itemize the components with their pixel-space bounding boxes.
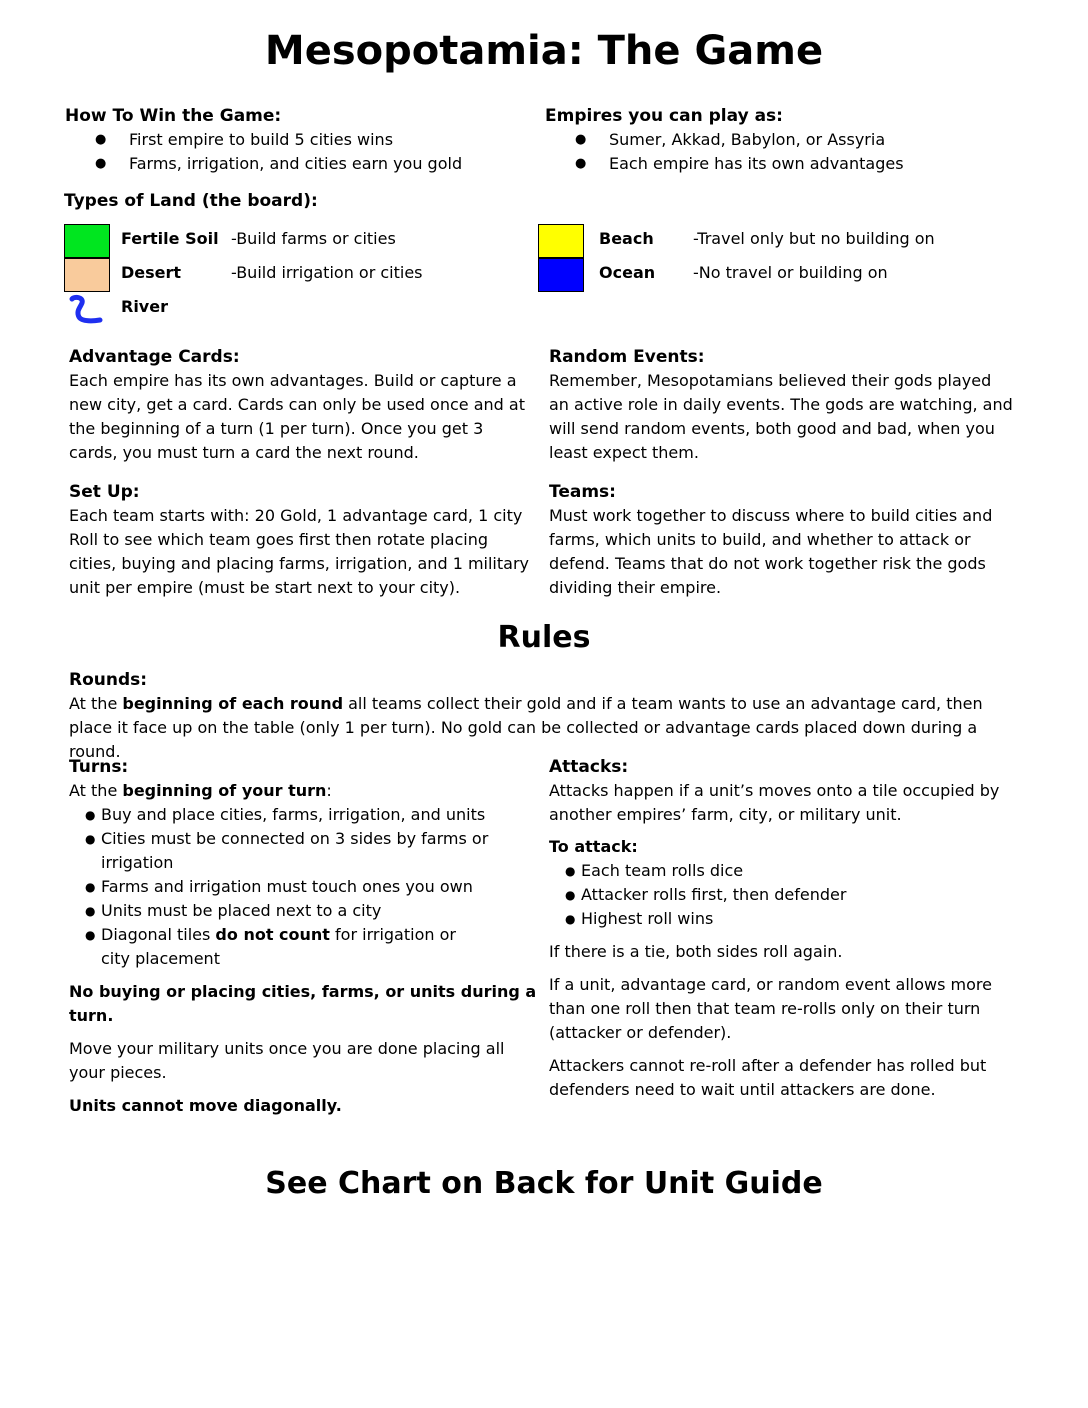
- beach-desc: -Travel only but no building on: [693, 229, 935, 248]
- teams-body: Must work together to discuss where to build cities and farms, which units to build, and whether to attack or defend. Teams that do not work together risk the gods dividing their empire.: [549, 506, 993, 597]
- ocean-label: Ocean: [599, 263, 656, 282]
- list-item: ● Farms and irrigation must touch ones you own: [69, 875, 489, 899]
- list-item: ● Sumer, Akkad, Babylon, or Assyria: [545, 128, 1025, 152]
- fertile-soil-label: Fertile Soil: [121, 229, 219, 248]
- desert-label: Desert: [121, 263, 182, 282]
- random-events-body: Remember, Mesopotamians believed their gods played an active role in daily events. The gods are watching, and will send random events, both good and bad, when you least expect them.: [549, 371, 1013, 462]
- list-item: ● Buy and place cities, farms, irrigation, and units: [69, 803, 489, 827]
- win-section: [65, 104, 525, 176]
- win-heading: How To Win the Game:: [65, 106, 282, 126]
- list-item: ● Cities must be connected on 3 sides by farms or irrigation: [69, 827, 489, 875]
- setup-section: [69, 480, 535, 600]
- river-label: River: [121, 297, 168, 316]
- land-heading: Types of Land (the board):: [64, 191, 318, 211]
- turns-heading: Turns:: [69, 757, 129, 777]
- turns-intro: At the beginning of your turn:: [69, 781, 332, 800]
- rules-title: Rules: [497, 620, 591, 655]
- rounds-heading: Rounds:: [69, 670, 148, 690]
- fertile-soil-desc: -Build farms or cities: [231, 229, 396, 248]
- advantage-heading: Advantage Cards:: [69, 347, 240, 367]
- desert-desc: -Build irrigation or cities: [231, 263, 423, 282]
- advantage-body: Each empire has its own advantages. Build or capture a new city, get a card. Cards can only be used once and at the beginning of a turn (1 per turn). Once you get 3 cards, you must turn a card the next round.: [69, 371, 525, 462]
- no-diagonal-note: Units cannot move diagonally.: [69, 1096, 342, 1115]
- setup-heading: Set Up:: [69, 482, 140, 502]
- list-item: ● Each empire has its own advantages: [545, 152, 1025, 176]
- list-item: ● Each team rolls dice: [549, 859, 1005, 883]
- ocean-swatch: [538, 258, 584, 292]
- win-list: [65, 128, 525, 176]
- river-icon: [66, 293, 106, 327]
- turns-list: [69, 803, 489, 971]
- tie-note: If there is a tie, both sides roll again.: [549, 942, 843, 961]
- turns-section: [69, 755, 539, 1118]
- to-attack-label: To attack:: [549, 837, 638, 856]
- random-events-section: [549, 345, 1015, 465]
- list-item: ● Attacker rolls first, then defender: [549, 883, 1005, 907]
- setup-line-1: Each team starts with: 20 Gold, 1 advantage card, 1 city: [69, 506, 523, 525]
- no-buying-note: No buying or placing cities, farms, or units during a turn.: [69, 982, 537, 1025]
- move-note: Move your military units once you are done placing all your pieces.: [69, 1039, 505, 1082]
- teams-section: [549, 480, 1009, 600]
- advantage-section: [69, 345, 531, 465]
- wait-note: Attackers cannot re-roll after a defender has rolled but defenders need to wait until attackers are done.: [549, 1056, 987, 1099]
- empires-section: [545, 104, 1025, 176]
- attacks-intro: Attacks happen if a unit’s moves onto a tile occupied by another empires’ farm, city, or military unit.: [549, 781, 1000, 824]
- setup-line-2: Roll to see which team goes first then rotate placing cities, buying and placing farms, irrigation, and 1 military unit per empire (must be start next to your city).: [69, 530, 529, 597]
- list-item: ● Diagonal tiles do not count for irrigation or city placement: [69, 923, 489, 971]
- desert-swatch: [64, 258, 110, 292]
- beach-label: Beach: [599, 229, 654, 248]
- rounds-body: At the beginning of each round all teams collect their gold and if a team wants to use an advantage card, then place it face up on the table (only 1 per turn). No gold can be collected or advantage cards placed down during a round.: [69, 694, 983, 761]
- list-item: ● Units must be placed next to a city: [69, 899, 489, 923]
- fertile-soil-swatch: [64, 224, 110, 258]
- rounds-section: [69, 668, 1019, 764]
- footer-title: See Chart on Back for Unit Guide: [265, 1166, 823, 1201]
- list-item: ● First empire to build 5 cities wins: [65, 128, 525, 152]
- attacks-heading: Attacks:: [549, 757, 629, 777]
- ocean-desc: -No travel or building on: [693, 263, 888, 282]
- empires-list: [545, 128, 1025, 176]
- random-events-heading: Random Events:: [549, 347, 705, 367]
- list-item: ● Farms, irrigation, and cities earn you gold: [65, 152, 525, 176]
- empires-heading: Empires you can play as:: [545, 106, 783, 126]
- beach-swatch: [538, 224, 584, 258]
- reroll-note: If a unit, advantage card, or random event allows more than one roll then that team re-rolls only on their turn (attacker or defender).: [549, 975, 992, 1042]
- attacks-list: [549, 859, 1005, 931]
- page-title: Mesopotamia: The Game: [264, 28, 824, 74]
- teams-heading: Teams:: [549, 482, 616, 502]
- list-item: ● Highest roll wins: [549, 907, 1005, 931]
- attacks-section: [549, 755, 1005, 1102]
